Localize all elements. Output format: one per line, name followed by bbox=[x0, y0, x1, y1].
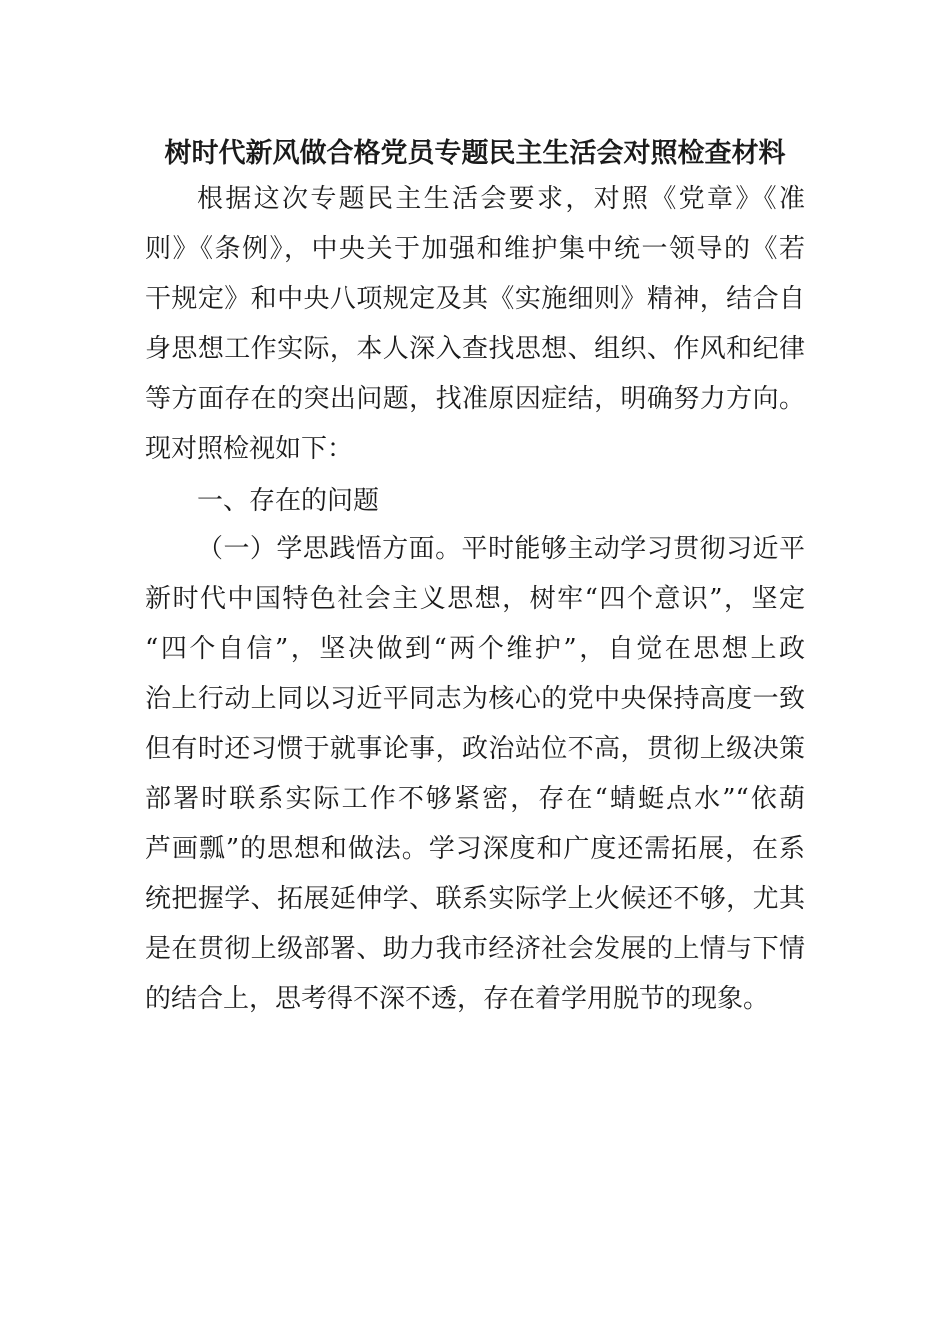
section-line: （一）学思践悟方面。平时能够主动学习贯彻习近平 bbox=[197, 534, 805, 564]
intro-line: 干规定》和中央八项规定及其《实施细则》精神，结合自 bbox=[145, 284, 805, 314]
section-line: 新时代中国特色社会主义思想，树牢“四个意识”，坚定 bbox=[145, 584, 805, 614]
section-line: 治上行动上同以习近平同志为核心的党中央保持高度一致 bbox=[145, 684, 805, 714]
section-line: 芦画瓢”的思想和做法。学习深度和广度还需拓展，在系 bbox=[145, 834, 805, 864]
section-line: 的结合上，思考得不深不透，存在着学用脱节的现象。 bbox=[145, 984, 770, 1014]
section-heading: 一、存在的问题 bbox=[197, 486, 380, 516]
intro-line: 则》《条例》，中央关于加强和维护集中统一领导的《若 bbox=[145, 234, 805, 264]
section-line: 部署时联系实际工作不够紧密，存在“蜻蜓点水”“依葫 bbox=[145, 784, 805, 814]
intro-line: 现对照检视如下： bbox=[145, 434, 354, 464]
section-line: 但有时还习惯于就事论事，政治站位不高，贯彻上级决策 bbox=[145, 734, 805, 764]
intro-line: 根据这次专题民主生活会要求，对照《党章》《准 bbox=[197, 184, 805, 214]
intro-line: 等方面存在的突出问题，找准原因症结，明确努力方向。 bbox=[145, 384, 805, 414]
intro-line: 身思想工作实际，本人深入查找思想、组织、作风和纪律 bbox=[145, 334, 805, 364]
document-title: 树时代新风做合格党员专题民主生活会对照检查材料 bbox=[164, 138, 786, 169]
section-line: 统把握学、拓展延伸学、联系实际学上火候还不够，尤其 bbox=[145, 884, 805, 914]
section-line: “四个自信”，坚决做到“两个维护”，自觉在思想上政 bbox=[145, 634, 805, 664]
section-line: 是在贯彻上级部署、助力我市经济社会发展的上情与下情 bbox=[145, 934, 805, 964]
